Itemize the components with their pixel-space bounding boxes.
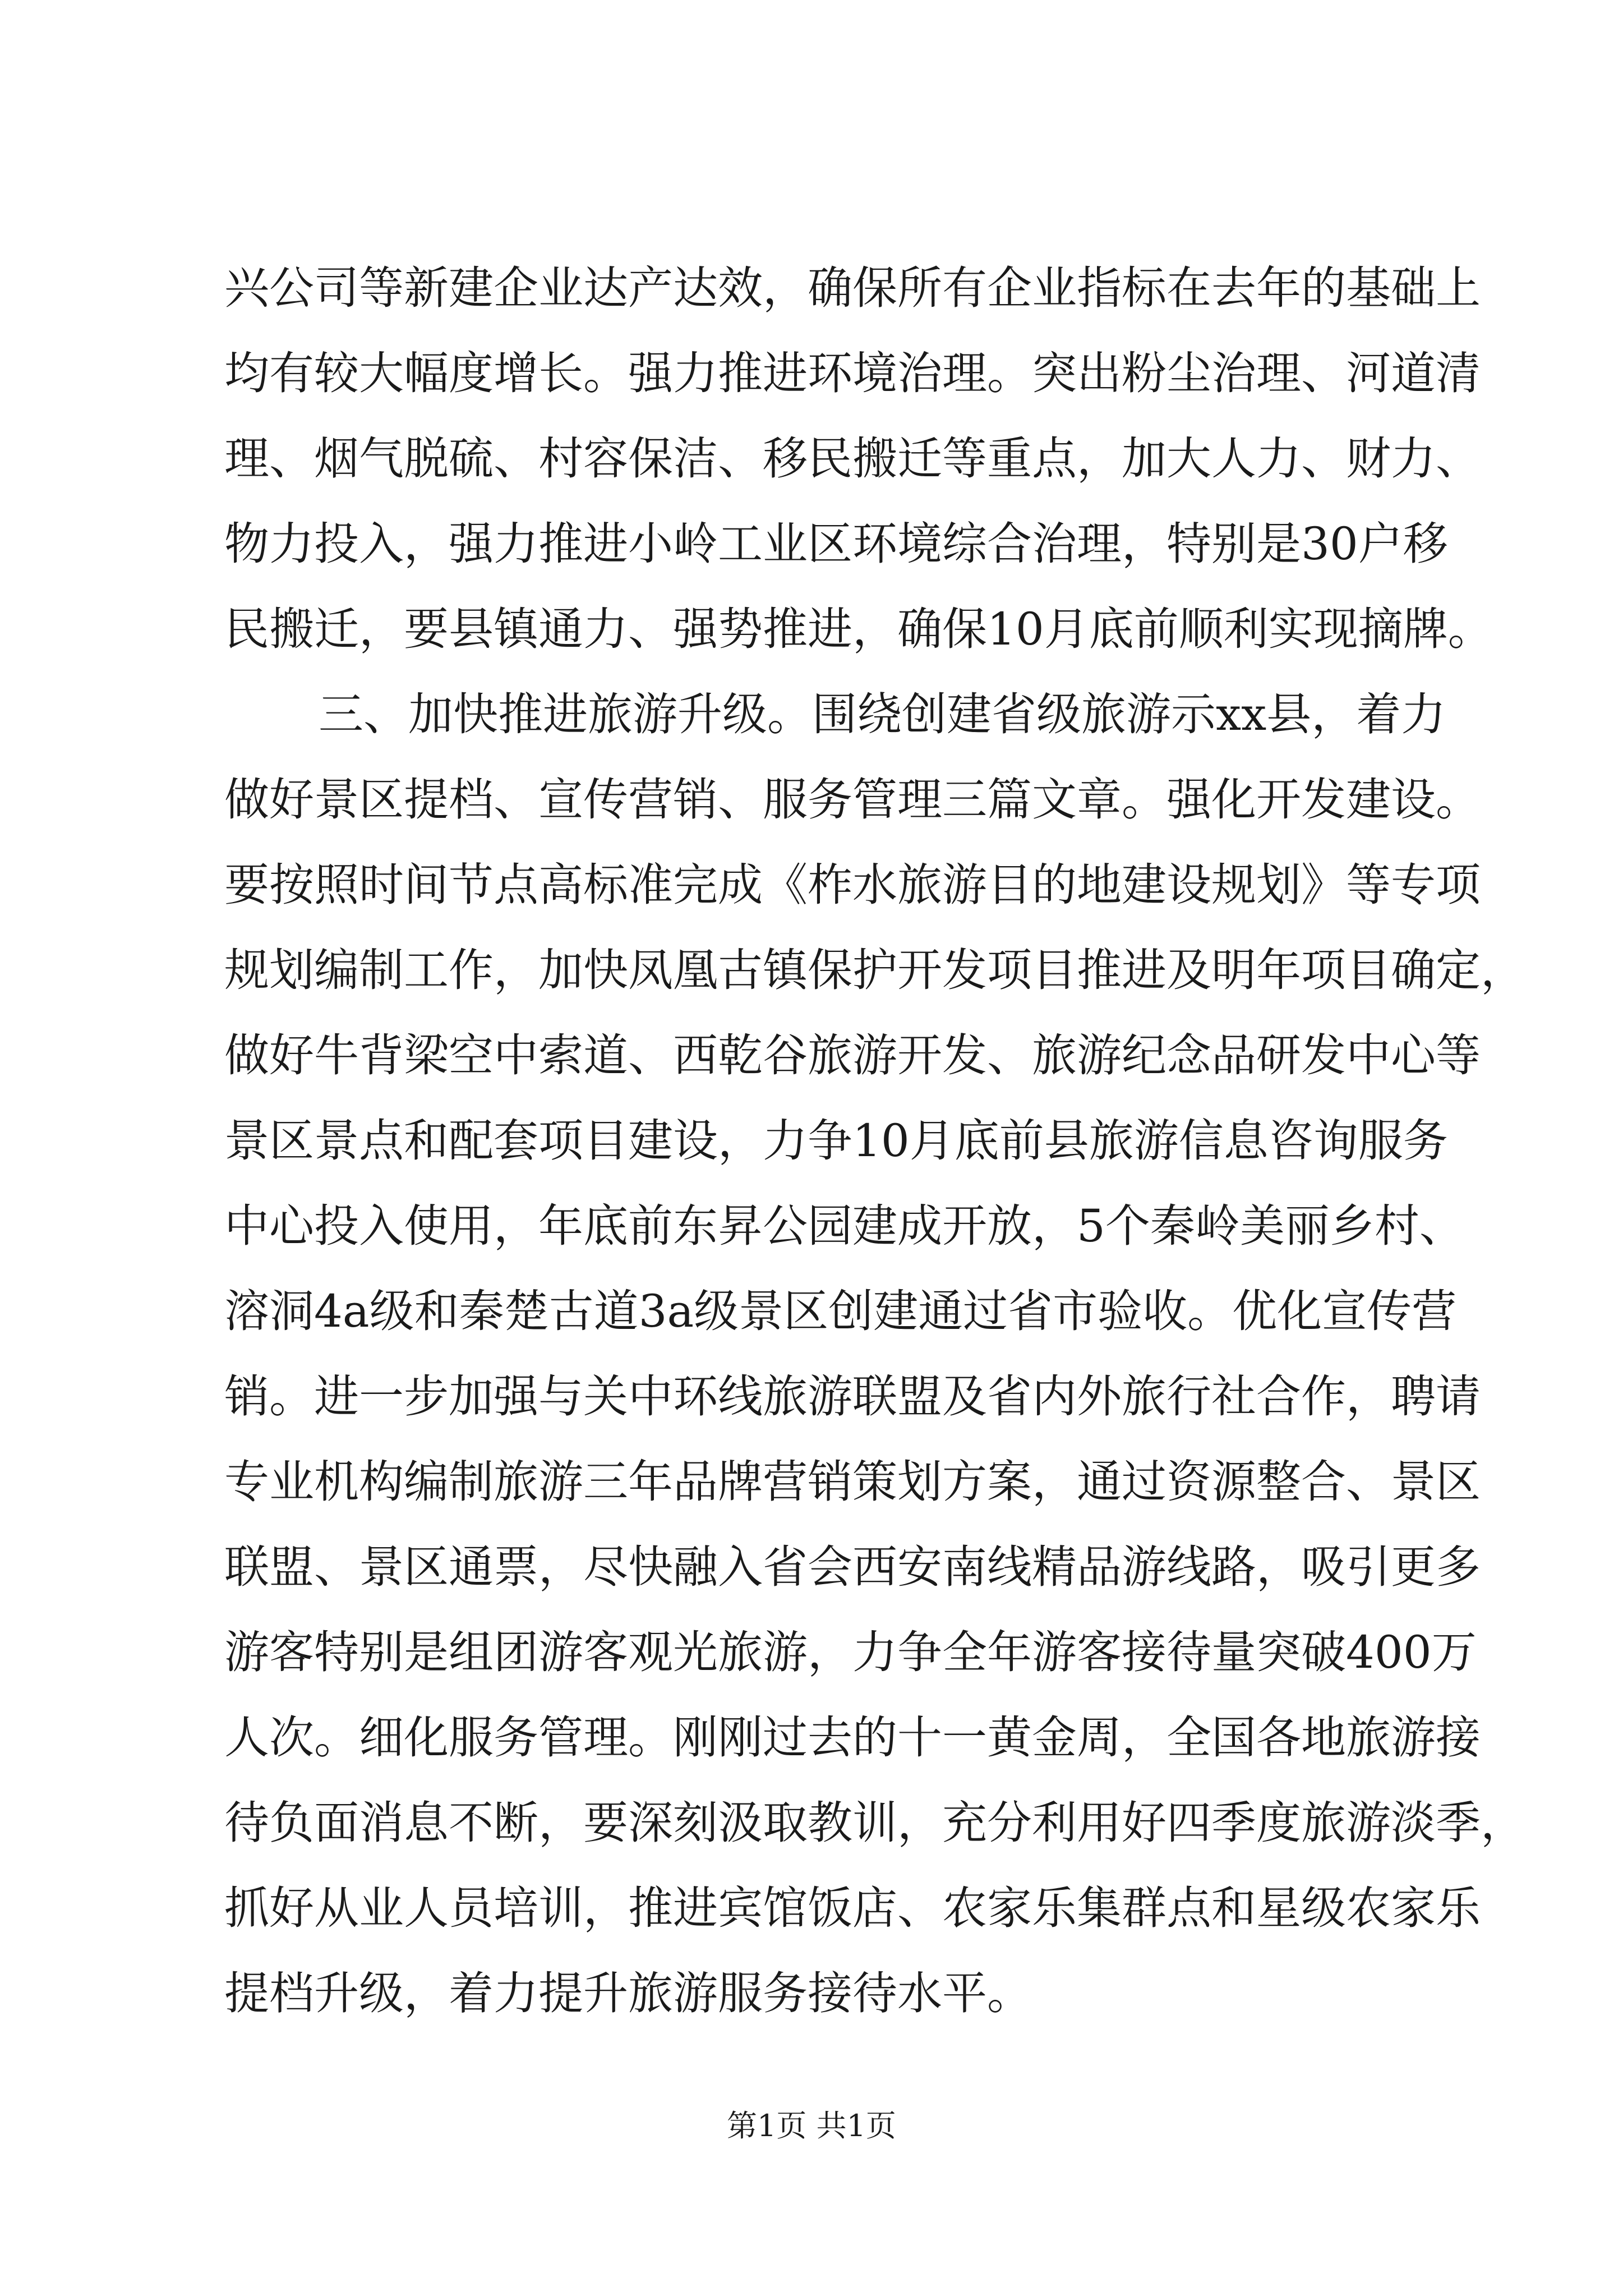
text-line-20: 抓好从业人员培训，推进宾馆饭店、农家乐集群点和星级农家乐 [224,1882,1481,1934]
page-footer: 第1页 共1页 [727,2108,896,2143]
text-line-6-paragraph-start: 三、加快推进旅游升级。围绕创建省级旅游示xx县，着力 [319,688,1446,740]
text-line-14: 销。进一步加强与关中环线旅游联盟及省内外旅行社合作，聘请 [224,1370,1481,1423]
text-line-7: 做好景区提档、宣传营销、服务管理三篇文章。强化开发建设。 [224,774,1481,826]
text-line-16: 联盟、景区通票，尽快融入省会西安南线精品游线路，吸引更多 [224,1541,1481,1593]
text-line-1: 兴公司等新建企业达产达效，确保所有企业指标在去年的基础上 [224,262,1481,314]
text-line-17: 游客特别是组团游客观光旅游，力争全年游客接待量突破400万 [224,1626,1477,1678]
text-line-10: 做好牛背梁空中索道、西乾谷旅游开发、旅游纪念品研发中心等 [224,1029,1481,1082]
text-line-4: 物力投入，强力推进小岭工业区环境综合治理，特别是30户移 [224,518,1448,570]
text-line-12: 中心投入使用，年底前东昇公园建成开放，5个秦岭美丽乡村、 [224,1200,1464,1252]
text-line-18: 人次。细化服务管理。刚刚过去的十一黄金周，全国各地旅游接 [224,1711,1481,1764]
text-line-15: 专业机构编制旅游三年品牌营销策划方案，通过资源整合、景区 [224,1456,1481,1508]
document-body [224,246,1525,2036]
text-line-3: 理、烟气脱硫、村容保洁、移民搬迁等重点，加大人力、财力、 [224,432,1481,485]
text-line-13: 溶洞4a级和秦楚古道3a级景区创建通过省市验收。优化宣传营 [224,1285,1457,1337]
text-line-5: 民搬迁，要县镇通力、强势推进，确保10月底前顺利实现摘牌。 [224,603,1493,655]
text-line-2: 均有较大幅度增长。强力推进环境治理。突出粉尘治理、河道清 [224,347,1481,399]
text-line-11: 景区景点和配套项目建设，力争10月底前县旅游信息咨询服务 [224,1115,1448,1167]
text-line-21: 提档升级，着力提升旅游服务接待水平。 [224,1967,1032,2019]
text-line-19: 待负面消息不断，要深刻汲取教训，充分利用好四季度旅游淡季， [224,1797,1525,1849]
text-line-9: 规划编制工作，加快凤凰古镇保护开发项目推进及明年项目确定， [224,944,1525,996]
text-line-8: 要按照时间节点高标准完成《柞水旅游目的地建设规划》等专项 [224,859,1481,911]
